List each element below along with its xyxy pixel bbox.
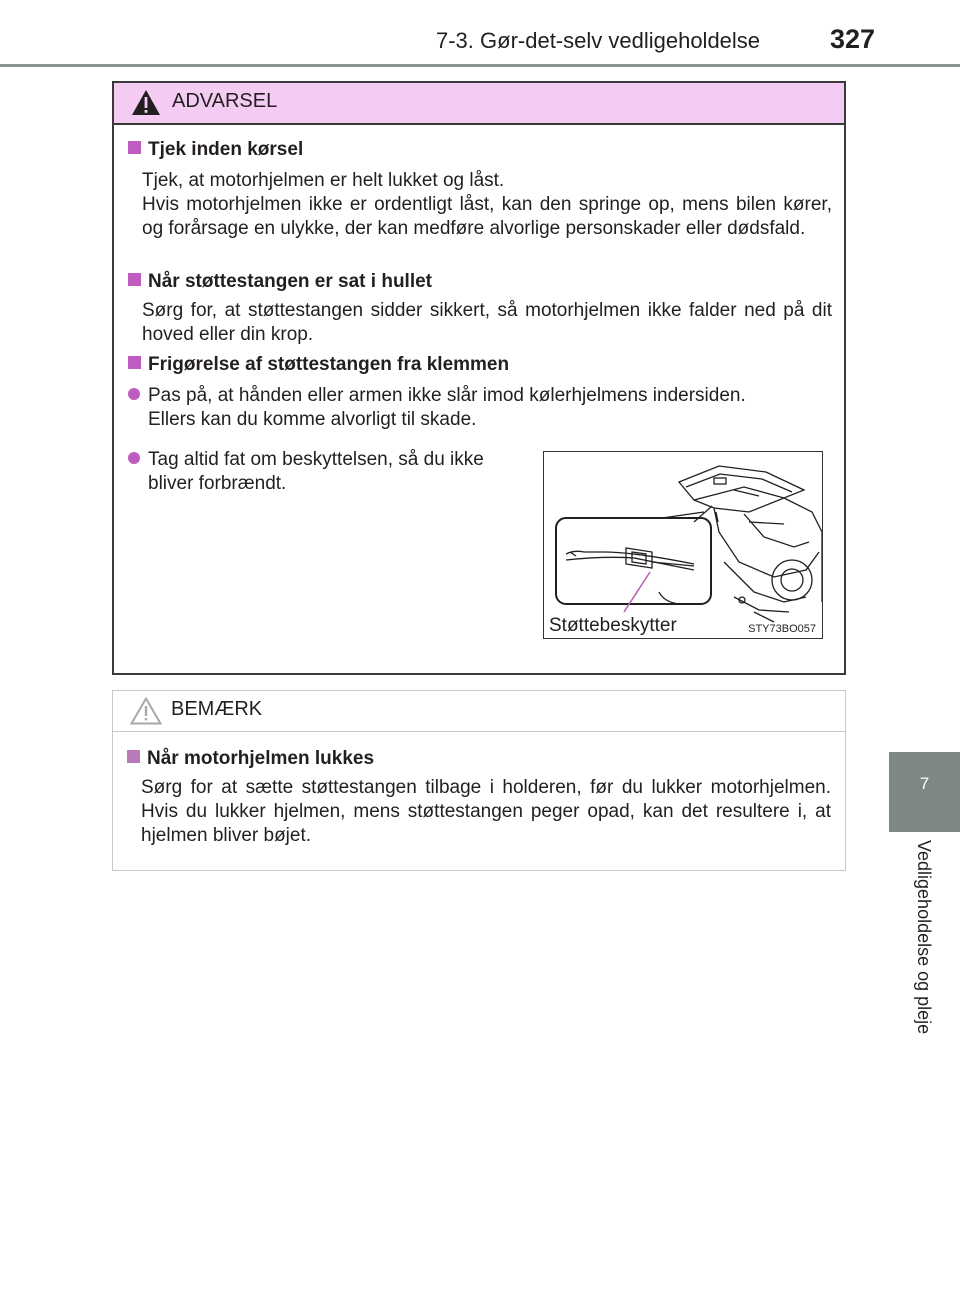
warning-header — [114, 83, 844, 125]
section-title: Når støttestangen er sat i hullet — [128, 271, 432, 293]
square-bullet-icon — [128, 356, 141, 369]
support-protector-illustration — [543, 451, 823, 639]
notice-label: BEMÆRK — [171, 698, 263, 720]
caution-triangle-icon — [130, 697, 162, 725]
chapter-number: 7 — [919, 774, 930, 793]
header-rule — [0, 64, 960, 67]
car-hood-illustration — [544, 452, 823, 639]
square-bullet-icon — [128, 273, 141, 286]
square-bullet-icon — [127, 750, 140, 763]
page-number: 327 — [830, 24, 876, 54]
section-text: Sørg for at sætte støttestangen tilbage i holderen, før du lukker motorhjelmen. Hvis du lukker hjelmen, mens støttestangen peger opad, kan det resultere i, at hjelmen bliver bøjet. — [141, 777, 831, 846]
warning-box — [112, 81, 846, 675]
notice-header — [113, 691, 845, 732]
circle-bullet-icon — [128, 388, 140, 400]
square-bullet-icon — [128, 141, 141, 154]
section-text: Tjek, at motorhjelmen er helt lukket og låst. Hvis motorhjelmen ikke er ordentligt låst, kan den springe op, mens bilen kører, og forårsage en ulykke, der kan medføre alvorlige personskader eller dødsfald. — [142, 170, 832, 239]
chapter-label: Vedligeholdelse og pleje — [914, 840, 934, 1035]
section-title: Når motorhjelmen lukkes — [127, 748, 374, 770]
bullet-item: Tag altid fat om beskyttelsen, så du ikke bliver forbrændt. — [128, 448, 528, 496]
header-title: 7-3. Gør-det-selv vedligeholdelse — [436, 28, 761, 53]
figure-code: STY73BO057 — [748, 623, 816, 635]
circle-bullet-icon — [128, 452, 140, 464]
figure-callout: Støttebeskytter — [549, 615, 677, 636]
section-text: Sørg for, at støttestangen sidder sikkert, så motorhjelmen ikke falder ned på dit hoved eller din krop. — [142, 300, 832, 345]
bullet-item: Pas på, at hånden eller armen ikke slår imod kølerhjelmens indersiden. Ellers kan du komme alvorligt til skade. — [128, 384, 838, 432]
section-title: Frigørelse af støttestangen fra klemmen — [128, 354, 509, 376]
section-title: Tjek inden kørsel — [128, 139, 303, 161]
chapter-tab[interactable] — [889, 752, 960, 832]
warning-label: ADVARSEL — [172, 90, 278, 112]
warning-triangle-icon — [131, 89, 161, 116]
notice-box — [112, 690, 846, 871]
